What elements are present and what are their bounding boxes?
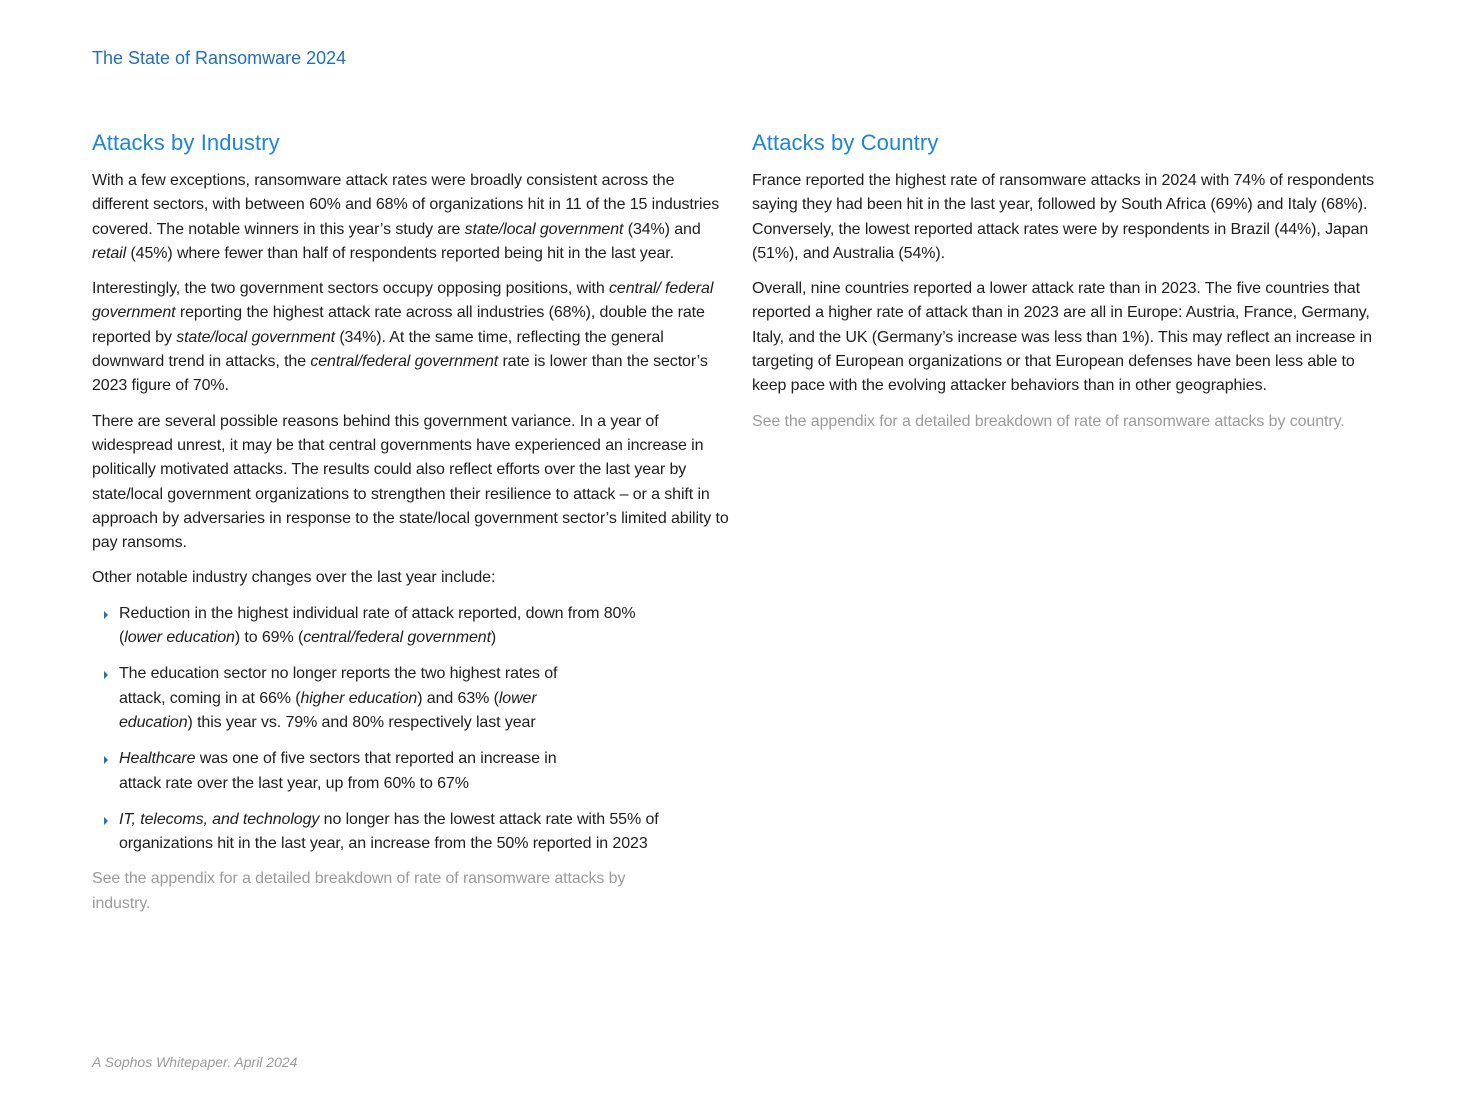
emphasis: central/federal government [303, 629, 491, 647]
text-run: The education sector no longer reports the two highest rates of attack, coming in at 66% ( [119, 665, 558, 707]
emphasis: Healthcare [119, 750, 196, 768]
text-run: ) this year vs. 79% and 80% respectively last year [187, 713, 536, 731]
industry-section [92, 128, 732, 927]
footer-text: A Sophos Whitepaper. April 2024 [92, 1054, 298, 1070]
emphasis: lower education [124, 629, 235, 647]
list-item [92, 747, 594, 796]
text-run: (45%) where fewer than half of respondents reported being hit in the last year. [126, 244, 674, 262]
text-run: ) to 69% ( [234, 629, 304, 647]
text-run: reporting the highest attack rate across all industries (68%), double the rate reported by [92, 304, 705, 346]
country-section [752, 128, 1402, 445]
bullet-arrow-icon [104, 817, 108, 825]
emphasis: lower education [119, 689, 537, 731]
text-run: was one of five sectors that reported an increase in attack rate over the last year, up from 60% to 67% [119, 750, 557, 792]
text-run: Reduction in the highest individual rate of attack reported, down from 80% ( [119, 604, 636, 647]
industry-heading: Attacks by Industry [92, 130, 280, 155]
industry-paragraph-4: Other notable industry changes over the last year include: [92, 569, 496, 587]
emphasis: state/local government [464, 220, 624, 238]
text-run: Interestingly, the two government sectors occupy opposing positions, with [92, 280, 610, 298]
text-run: (34%). At the same time, reflecting the general downward trend in attacks, the [92, 328, 664, 371]
industry-appendix-note: See the appendix for a detailed breakdown of rate of ransomware attacks by industry. [92, 870, 626, 912]
text-run: rate is lower than the sector’s 2023 figure of 70%. [92, 353, 708, 395]
country-paragraph-2: Overall, nine countries reported a lower attack rate than in 2023. The five countries that reported a higher rate of attack than in 2023 are all in Europe: Austria, France, Germany, Italy, and the UK (Germany’s increase was less than 1%). This may reflect an increase in targeting of European organizations or that European defenses have been less able to keep pace with the evolving attacker behaviors than in other geographies. [752, 280, 1372, 395]
list-item [92, 662, 599, 735]
list-item [92, 602, 649, 651]
bullet-arrow-icon [104, 756, 108, 764]
list-item [92, 808, 724, 857]
industry-paragraph-2 [92, 277, 732, 398]
text-run: With a few exceptions, ransomware attack rates were broadly consistent across the different sectors, with between 60% and 68% of organizations hit in 11 of the 15 industries covered. The notable winners in this year’s study are [92, 172, 720, 238]
emphasis: state/local government [176, 328, 335, 346]
emphasis: central/ federal government [92, 280, 714, 322]
emphasis: central/federal government [310, 353, 499, 371]
bullet-arrow-icon [104, 611, 108, 619]
document-title: The State of Ransomware 2024 [92, 48, 347, 68]
text-run: ) and 63% ( [417, 689, 499, 707]
country-heading: Attacks by Country [752, 130, 939, 155]
text-run: no longer has the lowest attack rate with 55% of organizations hit in the last year, an increase from the 50% reported in 2023 [119, 810, 659, 853]
industry-changes-list [92, 602, 732, 857]
emphasis: higher education [300, 689, 418, 707]
country-paragraph-1: France reported the highest rate of ransomware attacks in 2024 with 74% of respondents saying they had been hit in the last year, followed by South Africa (69%) and Italy (68%). Conversely, the lowest reported attack rates were by respondents in Brazil (44%), Japan (51%), and Australia (54%). [752, 172, 1374, 262]
country-appendix-note: See the appendix for a detailed breakdown of rate of ransomware attacks by country. [752, 412, 1345, 430]
emphasis: IT, telecoms, and technology [119, 810, 320, 828]
bullet-arrow-icon [104, 671, 108, 679]
industry-paragraph-3: There are several possible reasons behind this government variance. In a year of widespread unrest, it may be that central governments have experienced an increase in politically motivated attacks. The results could also reflect efforts over the last year by state/local government organizations to strengthen their resilience to attack – or a shift in approach by adversaries in response to the state/local government sector’s limited ability to pay ransoms. [92, 412, 729, 552]
industry-paragraph-1 [92, 169, 732, 266]
text-run: ) [490, 629, 497, 647]
emphasis: retail [92, 244, 127, 262]
text-run: (34%) and [623, 220, 701, 238]
